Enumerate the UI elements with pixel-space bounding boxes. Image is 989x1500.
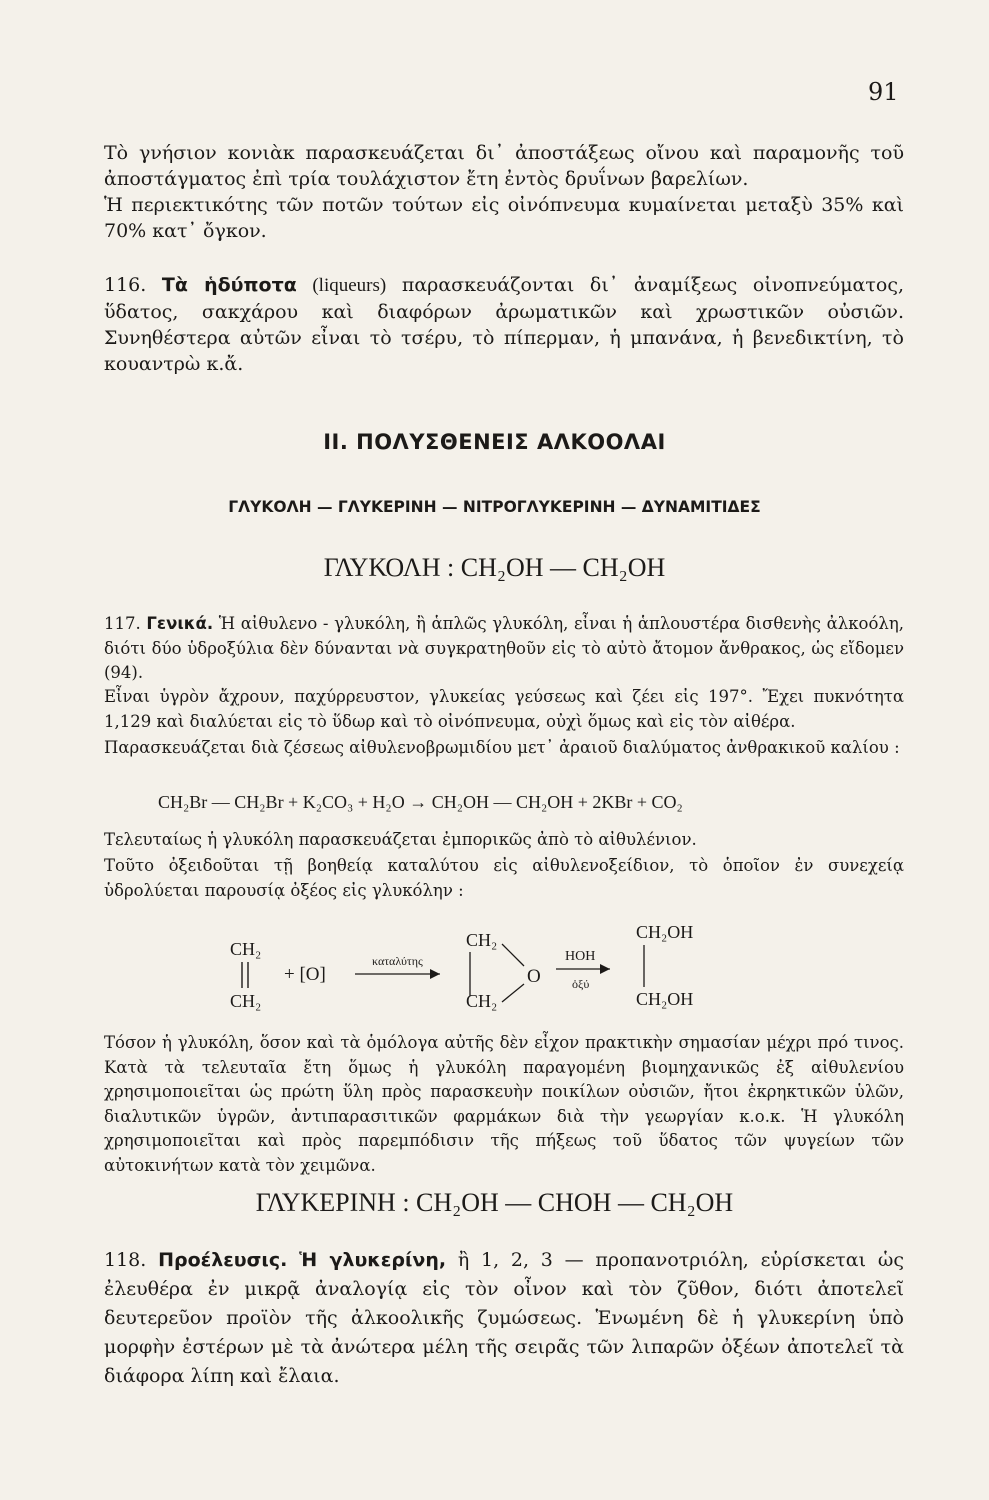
page-number: 91 [868,78,899,106]
glycerin-heading [0,1188,989,1218]
scheme-water-label: HOH [565,949,596,964]
epoxide-bond-top [502,944,524,966]
section-117-text: Ἡ αἰθυλενο - γλυκόλη, ἢ ἁπλῶς γλυκόλη, εἶναι ἡ ἁπλουστέρα δισθενὴς ἀλκοόλη, διότι δύο ὑδροξύλια δὲν δύνανται νὰ συγκρατηθοῦν εἰς τὸ αὐτὸ ἄτομον ἄνθρακος, ὡς εἴδομεν (94). [104,614,904,682]
section-118-lead: Ἡ γλυκερίνη, [299,1249,447,1271]
glycol-name: ΓΛΥΚΟΛΗ : [323,553,455,582]
scheme-ch2-bottom: CH₂ [230,991,262,1011]
scheme-glycol-bottom: CH₂OH [636,989,694,1009]
scheme-epoxide-oxygen: O [527,966,541,987]
paragraph-alcohol-content: Ἡ περιεκτικότης τῶν ποτῶν τούτων εἰς οἰνόπνευμα κυμαίνεται μεταξὺ 35% καὶ 70% κατ᾽ ὄγκον. [104,194,904,242]
section-116-title: Τὰ ἡδύποτα [161,274,297,296]
section-116-text: παρασκευάζονται δι᾽ ἀναμίξεως οἰνοπνεύματος, ὕδατος, σακχάρου καὶ διαφόρων ἀρωματικῶν καὶ χρωστικῶν οὐσιῶν. Συνηθέστερα αὐτῶν εἶναι τὸ τσέρυ, τὸ πίπερμαν, ἡ μπανάνα, ἡ βενεδικτίνη, τὸ κουαντρὼ κ.ἄ. [104,274,905,375]
section-117-number: 117. [104,614,141,633]
glycerin-formula: CH₂OH — CHOH — CH₂OH [416,1188,734,1217]
section-118-title: Προέλευσις. [158,1249,288,1271]
paragraph-commercial: Τελευταίως ἡ γλυκόλη παρασκευάζεται ἐμπορικῶς ἀπὸ τὸ αἰθυλένιον. [104,830,697,849]
section-117-title: Γενικά. [146,614,214,633]
section-118 [104,1246,904,1391]
scheme-arrow-1-head [430,969,440,979]
scheme-arrow-2-head [600,964,610,974]
section-116-latin: (liqueurs) [312,275,387,296]
section-118-text: ἢ 1, 2, 3 — προπανοτριόλη, εὑρίσκεται ὡς ἐλευθέρα ἐν μικρᾷ ἀναλογίᾳ εἰς τὸν οἶνον καὶ τὸν ζῦθον, διότι ἀποτελεῖ δευτερεῦον προϊὸν τῆς ἀλκοολικῆς ζυμώσεως. Ἑνωμένη δὲ ἡ γλυκερίνη ὑπὸ μορφὴν ἐστέρων μὲ τὰ ἀνώτερα μέλη τῆς σειρᾶς τῶν λιπαρῶν ὀξέων ἀποτελεῖ τὰ διάφορα λίπη καὶ ἔλαια. [104,1249,904,1387]
scheme-acid-label: ὀξύ [572,977,590,991]
equation-glycol-from-dibromide: CH₂Br — CH₂Br + K₂CO₃ + H₂O → CH₂OH — CH₂OH + 2KBr + CO₂ [158,792,683,812]
section-116-number: 116. [104,274,147,296]
scheme-epoxide-ch2-bottom: CH₂ [466,991,498,1011]
glycerin-name: ΓΛΥΚΕΡΙΝΗ : [255,1188,410,1217]
paragraph-glycol-uses: Τόσον ἡ γλυκόλη, ὅσον καὶ τὰ ὁμόλογα αὐτῆς δὲν εἶχον πρακτικὴν σημασίαν μέχρι πρό τινος. Κατὰ τὰ τελευταῖα ἔτη ὅμως ἡ γλυκόλη παραγομένη βιομηχανικῶς ἐξ αἰθυλενίου χρησιμοποιεῖται ὡς πρώτη ὕλη πρὸς παρασκευὴν ποικίλων οὐσιῶν, ἤτοι ἐκρηκτικῶν ὑλῶν, διαλυτικῶν ὑγρῶν, ἀντιπαρασιτικῶν φαρμάκων διὰ τὴν γεωργίαν κ.ο.κ. Ἡ γλυκόλη χρησιμοποιεῖται καὶ πρὸς παρεμπόδισιν τῆς πήξεως τοῦ ὕδατος τῶν ψυγείων τῶν αὐτοκινήτων κατὰ τὸν χειμῶνα. [104,1033,904,1175]
scheme-epoxide-ch2-top: CH₂ [466,930,498,950]
paragraph-cognac: Τὸ γνήσιον κονιὰκ παρασκευάζεται δι᾽ ἀποστάξεως οἴνου καὶ παραμονῆς τοῦ ἀποστάγματος ἐπὶ τρία τουλάχιστον ἔτη ἐντὸς δρυΐνων βαρελίων. [104,142,904,190]
scheme-ch2-top: CH₂ [230,939,262,959]
epoxide-bond-bottom [502,984,524,1002]
section-title: II. ΠΟΛΥΣΘΕΝΕΙΣ ΑΛΚΟΟΛΑΙ [323,430,666,454]
glycol-formula: CH₂OH — CH₂OH [460,553,666,582]
subheading: ΓΛΥΚΟΛΗ — ΓΛΥΚΕΡΙΝΗ — ΝΙΤΡΟΓΛΥΚΕΡΙΝΗ — ΔΥΝΑΜΙΤΙΔΕΣ [228,498,761,516]
paragraph-oxidation: Τοῦτο ὀξειδοῦται τῇ βοηθείᾳ καταλύτου εἰς αἰθυλενοξείδιον, τὸ ὁποῖον ἐν συνεχείᾳ ὑδρολύεται παρουσίᾳ ὀξέος εἰς γλυκόλην : [104,856,904,900]
section-118-number: 118. [104,1249,147,1271]
paragraph-glycol-preparation: Παρασκευάζεται διὰ ζέσεως αἰθυλενοβρωμιδίου μετ᾽ ἀραιοῦ διαλύματος ἀνθρακικοῦ καλίου : [104,738,900,757]
paragraph-glycol-properties: Εἶναι ὑγρὸν ἄχρουν, παχύρρευστον, γλυκείας γεύσεως καὶ ζέει εἰς 197°. Ἔχει πυκνότητα 1,129 καὶ διαλύεται εἰς τὸ ὕδωρ καὶ τὸ οἰνόπνευμα, οὐχὶ ὅμως καὶ εἰς τὸν αἰθέρα. [104,687,904,731]
scheme-glycol-top: CH₂OH [636,922,694,942]
scheme-plus-oxygen: + [O] [284,964,326,985]
scheme-catalyst-label: καταλύτης [372,954,423,968]
